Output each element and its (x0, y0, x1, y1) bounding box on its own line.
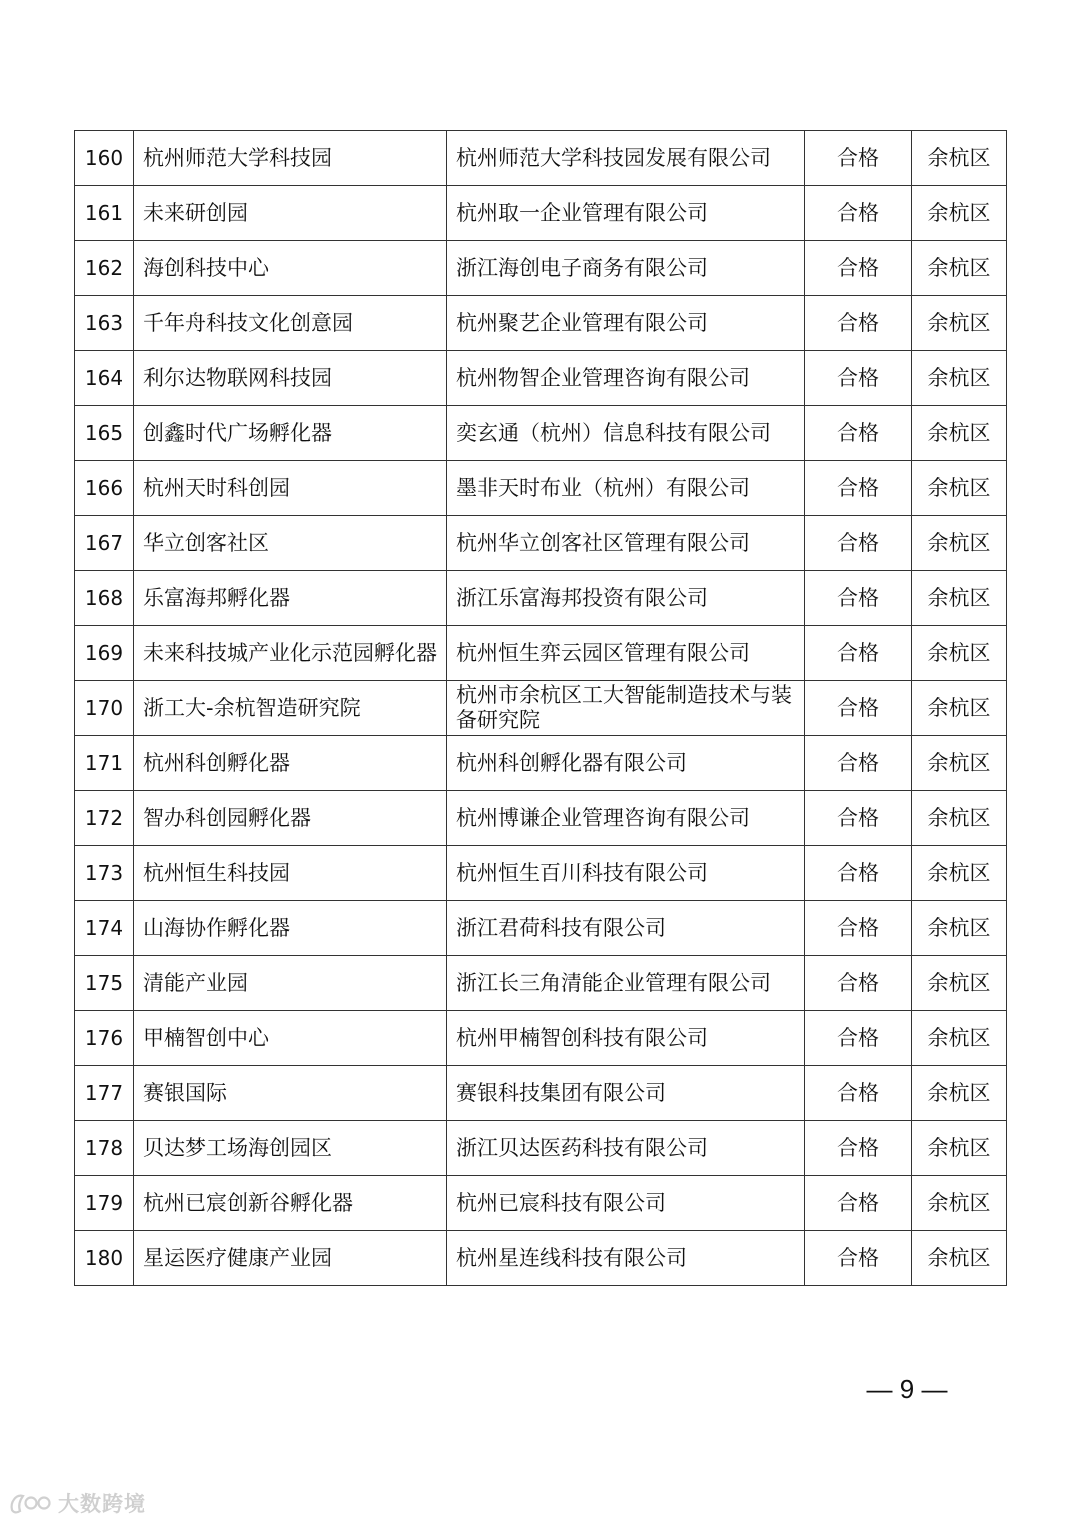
operating-company-cell: 杭州星连线科技有限公司 (447, 1231, 805, 1286)
operating-company-cell: 杭州科创孵化器有限公司 (447, 736, 805, 791)
evaluation-result-cell: 合格 (805, 461, 912, 516)
evaluation-result-cell: 合格 (805, 516, 912, 571)
table-row (75, 1176, 1007, 1231)
row-number-cell: 168 (75, 571, 134, 626)
table-row (75, 131, 1007, 186)
operating-company-cell: 奕玄通（杭州）信息科技有限公司 (447, 406, 805, 461)
district-cell: 余杭区 (912, 131, 1007, 186)
incubator-name-cell: 杭州已宸创新谷孵化器 (134, 1176, 447, 1231)
district-cell: 余杭区 (912, 351, 1007, 406)
incubator-name-cell: 贝达梦工场海创园区 (134, 1121, 447, 1176)
incubator-name-cell: 甲楠智创中心 (134, 1011, 447, 1066)
district-cell: 余杭区 (912, 736, 1007, 791)
operating-company-cell: 浙江贝达医药科技有限公司 (447, 1121, 805, 1176)
row-number-cell: 175 (75, 956, 134, 1011)
evaluation-result-cell: 合格 (805, 1121, 912, 1176)
operating-company-cell: 杭州恒生百川科技有限公司 (447, 846, 805, 901)
table-row (75, 956, 1007, 1011)
operating-company-cell: 杭州博谦企业管理咨询有限公司 (447, 791, 805, 846)
operating-company-cell: 杭州物智企业管理咨询有限公司 (447, 351, 805, 406)
district-cell: 余杭区 (912, 1011, 1007, 1066)
incubator-name-cell: 杭州科创孵化器 (134, 736, 447, 791)
evaluation-result-cell: 合格 (805, 626, 912, 681)
operating-company-cell: 赛银科技集团有限公司 (447, 1066, 805, 1121)
watermark-text: 大数跨境 (58, 1492, 146, 1516)
watermark (8, 1486, 146, 1520)
row-number-cell: 170 (75, 681, 134, 736)
table-row (75, 626, 1007, 681)
district-cell: 余杭区 (912, 296, 1007, 351)
table-row (75, 1066, 1007, 1121)
district-cell: 余杭区 (912, 1066, 1007, 1121)
incubator-name-cell: 浙工大-余杭智造研究院 (134, 681, 447, 736)
incubator-name-cell: 智办科创园孵化器 (134, 791, 447, 846)
table-row (75, 1011, 1007, 1066)
operating-company-cell: 浙江海创电子商务有限公司 (447, 241, 805, 296)
row-number-cell: 176 (75, 1011, 134, 1066)
evaluation-result-cell: 合格 (805, 1011, 912, 1066)
incubator-name-cell: 创鑫时代广场孵化器 (134, 406, 447, 461)
operating-company-cell: 浙江长三角清能企业管理有限公司 (447, 956, 805, 1011)
row-number-cell: 162 (75, 241, 134, 296)
table-row (75, 516, 1007, 571)
incubator-name-cell: 未来研创园 (134, 186, 447, 241)
table-row (75, 186, 1007, 241)
row-number-cell: 173 (75, 846, 134, 901)
table-row (75, 1121, 1007, 1176)
incubator-name-cell: 利尔达物联网科技园 (134, 351, 447, 406)
row-number-cell: 166 (75, 461, 134, 516)
operating-company-cell: 杭州市余杭区工大智能制造技术与装备研究院 (447, 681, 805, 736)
district-cell: 余杭区 (912, 571, 1007, 626)
row-number-cell: 179 (75, 1176, 134, 1231)
district-cell: 余杭区 (912, 241, 1007, 296)
district-cell: 余杭区 (912, 626, 1007, 681)
evaluation-result-cell: 合格 (805, 901, 912, 956)
incubator-name-cell: 海创科技中心 (134, 241, 447, 296)
row-number-cell: 167 (75, 516, 134, 571)
district-cell: 余杭区 (912, 186, 1007, 241)
row-number-cell: 178 (75, 1121, 134, 1176)
incubator-name-cell: 未来科技城产业化示范园孵化器 (134, 626, 447, 681)
operating-company-cell: 杭州甲楠智创科技有限公司 (447, 1011, 805, 1066)
operating-company-cell: 杭州取一企业管理有限公司 (447, 186, 805, 241)
table-row (75, 571, 1007, 626)
incubator-name-cell: 杭州师范大学科技园 (134, 131, 447, 186)
incubator-name-cell: 千年舟科技文化创意园 (134, 296, 447, 351)
row-number-cell: 174 (75, 901, 134, 956)
evaluation-result-cell: 合格 (805, 681, 912, 736)
table-row (75, 351, 1007, 406)
incubator-name-cell: 乐富海邦孵化器 (134, 571, 447, 626)
district-cell: 余杭区 (912, 1231, 1007, 1286)
row-number-cell: 160 (75, 131, 134, 186)
incubator-name-cell: 杭州恒生科技园 (134, 846, 447, 901)
operating-company-cell: 杭州恒生弈云园区管理有限公司 (447, 626, 805, 681)
district-cell: 余杭区 (912, 791, 1007, 846)
district-cell: 余杭区 (912, 516, 1007, 571)
evaluation-result-cell: 合格 (805, 846, 912, 901)
operating-company-cell: 浙江乐富海邦投资有限公司 (447, 571, 805, 626)
district-cell: 余杭区 (912, 406, 1007, 461)
evaluation-result-cell: 合格 (805, 956, 912, 1011)
district-cell: 余杭区 (912, 956, 1007, 1011)
row-number-cell: 165 (75, 406, 134, 461)
evaluation-result-cell: 合格 (805, 736, 912, 791)
operating-company-cell: 杭州师范大学科技园发展有限公司 (447, 131, 805, 186)
operating-company-cell: 杭州聚艺企业管理有限公司 (447, 296, 805, 351)
evaluation-result-cell: 合格 (805, 296, 912, 351)
incubator-name-cell: 清能产业园 (134, 956, 447, 1011)
table-row (75, 461, 1007, 516)
evaluation-result-cell: 合格 (805, 791, 912, 846)
district-cell: 余杭区 (912, 1121, 1007, 1176)
district-cell: 余杭区 (912, 461, 1007, 516)
incubator-name-cell: 星运医疗健康产业园 (134, 1231, 447, 1286)
evaluation-result-cell: 合格 (805, 1231, 912, 1286)
incubator-table (74, 130, 1007, 1286)
brand-logo-icon (8, 1488, 54, 1518)
row-number-cell: 164 (75, 351, 134, 406)
operating-company-cell: 浙江君荷科技有限公司 (447, 901, 805, 956)
evaluation-result-cell: 合格 (805, 186, 912, 241)
table-row (75, 791, 1007, 846)
table-row (75, 846, 1007, 901)
evaluation-result-cell: 合格 (805, 571, 912, 626)
evaluation-result-cell: 合格 (805, 1066, 912, 1121)
table-row (75, 296, 1007, 351)
operating-company-cell: 杭州已宸科技有限公司 (447, 1176, 805, 1231)
evaluation-result-cell: 合格 (805, 406, 912, 461)
district-cell: 余杭区 (912, 681, 1007, 736)
district-cell: 余杭区 (912, 901, 1007, 956)
table-row (75, 1231, 1007, 1286)
row-number-cell: 177 (75, 1066, 134, 1121)
row-number-cell: 161 (75, 186, 134, 241)
row-number-cell: 171 (75, 736, 134, 791)
table-row (75, 901, 1007, 956)
district-cell: 余杭区 (912, 846, 1007, 901)
incubator-name-cell: 华立创客社区 (134, 516, 447, 571)
row-number-cell: 163 (75, 296, 134, 351)
incubator-name-cell: 杭州天时科创园 (134, 461, 447, 516)
table-row (75, 736, 1007, 791)
evaluation-result-cell: 合格 (805, 351, 912, 406)
table-row (75, 241, 1007, 296)
evaluation-result-cell: 合格 (805, 1176, 912, 1231)
table-row (75, 406, 1007, 461)
evaluation-result-cell: 合格 (805, 131, 912, 186)
row-number-cell: 180 (75, 1231, 134, 1286)
evaluation-result-cell: 合格 (805, 241, 912, 296)
incubator-name-cell: 赛银国际 (134, 1066, 447, 1121)
row-number-cell: 172 (75, 791, 134, 846)
operating-company-cell: 墨非天时布业（杭州）有限公司 (447, 461, 805, 516)
table-row (75, 681, 1007, 736)
incubator-name-cell: 山海协作孵化器 (134, 901, 447, 956)
operating-company-cell: 杭州华立创客社区管理有限公司 (447, 516, 805, 571)
row-number-cell: 169 (75, 626, 134, 681)
page-number: — 9 — (866, 1374, 948, 1404)
table-body (75, 131, 1007, 1286)
district-cell: 余杭区 (912, 1176, 1007, 1231)
